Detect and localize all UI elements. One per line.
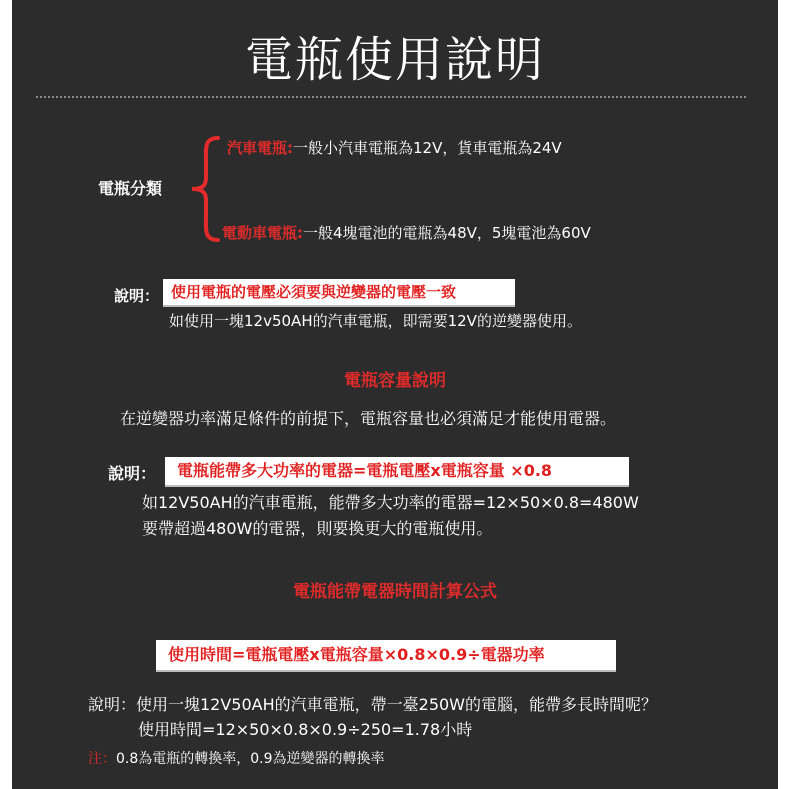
footnote-label: 注： bbox=[88, 751, 116, 767]
ev-battery-desc: 一般4塊電池的電瓶為48V，5塊電池為60V bbox=[303, 224, 591, 242]
time-formula-highlight: 使用時間=電瓶電壓x電瓶容量×0.8×0.9÷電器功率 bbox=[156, 640, 616, 672]
capacity-example-1: 如12V50AH的汽車電瓶，能帶多大功率的電器=12×50×0.8=480W bbox=[142, 493, 639, 512]
time-example-1: 說明：使用一塊12V50AH的汽車電瓶，帶一臺250W的電腦，能帶多長時間呢？ bbox=[88, 695, 658, 714]
capacity-example-2: 要帶超過480W的電器，則要換更大的電瓶使用。 bbox=[142, 519, 493, 538]
capacity-intro: 在逆變器功率滿足條件的前提下，電瓶容量也必須滿足才能使用電器。 bbox=[120, 409, 617, 428]
capacity-heading: 電瓶容量說明 bbox=[344, 371, 446, 391]
car-battery-row bbox=[227, 137, 562, 159]
classification-label: 電瓶分類 bbox=[98, 179, 163, 198]
note1-label: 說明： bbox=[114, 287, 160, 305]
car-battery-desc: 一般小汽車電瓶為12V，貨車電瓶為24V bbox=[293, 139, 562, 157]
footnote bbox=[88, 748, 385, 770]
time-example-2: 使用時間=12×50×0.8×0.9÷250=1.78小時 bbox=[138, 720, 473, 739]
power-formula-highlight: 電瓶能帶多大功率的電器=電瓶電壓x電瓶容量 ×0.8 bbox=[165, 457, 629, 487]
time-heading: 電瓶能帶電器時間計算公式 bbox=[293, 582, 497, 602]
car-battery-term: 汽車電瓶: bbox=[227, 139, 293, 157]
dotted-divider bbox=[36, 96, 746, 98]
capacity-note-label: 說明： bbox=[108, 464, 157, 483]
capacity-examples bbox=[142, 490, 639, 542]
ev-battery-row bbox=[222, 222, 591, 244]
voltage-rule-highlight: 使用電瓶的電壓必須要與逆變器的電壓一致 bbox=[163, 279, 515, 307]
footnote-text: 0.8為電瓶的轉換率，0.9為逆變器的轉換率 bbox=[116, 751, 385, 767]
content-panel bbox=[12, 0, 778, 789]
curly-brace-icon bbox=[188, 134, 222, 244]
page-title: 電瓶使用說明 bbox=[244, 32, 545, 88]
voltage-example: 如使用一塊12v50AH的汽車電瓶，即需要12V的逆變器使用。 bbox=[169, 312, 582, 330]
ev-battery-term: 電動車電瓶: bbox=[222, 224, 303, 242]
